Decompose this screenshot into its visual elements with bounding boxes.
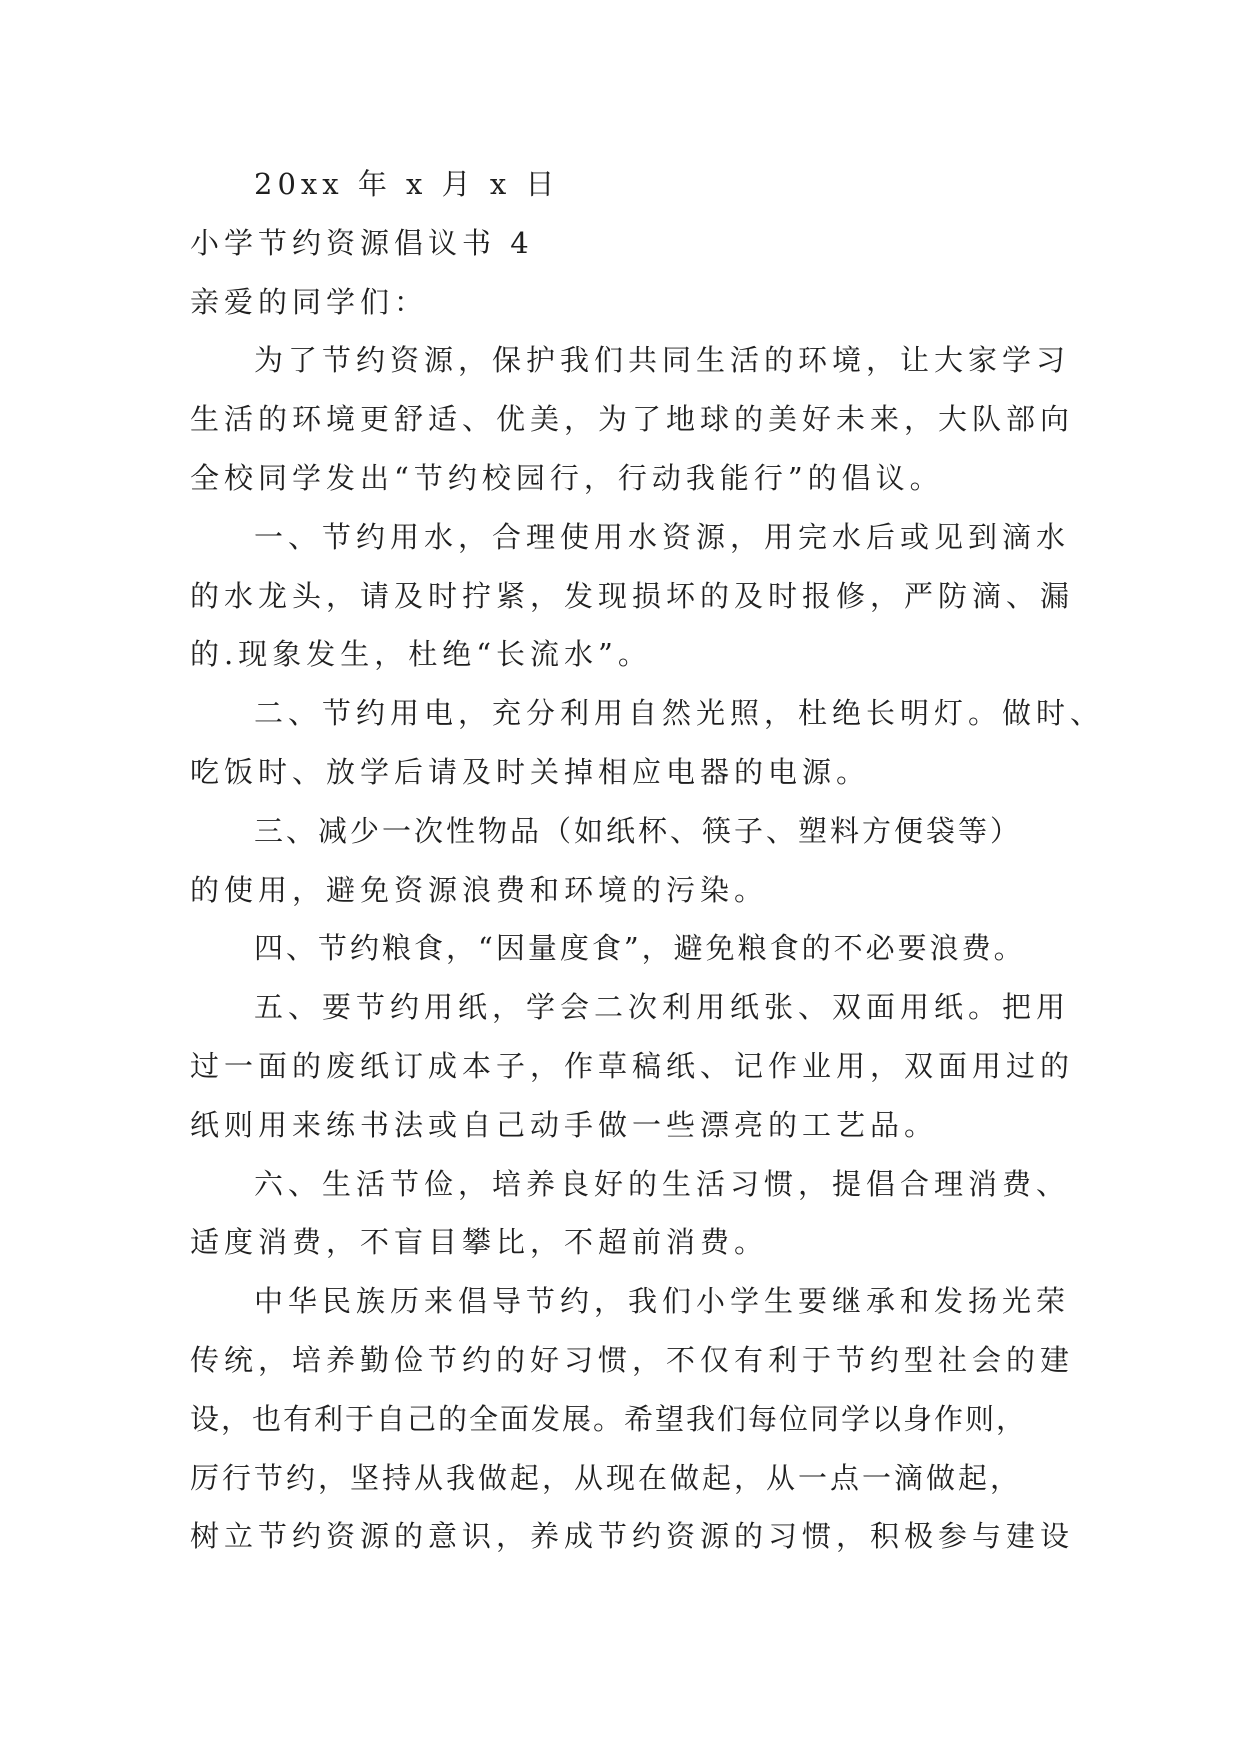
paragraph-line: 树立节约资源的意识，养成节约资源的习惯，积极参与建设: [190, 1519, 1075, 1554]
paragraph-line: 四、节约粮食，“因量度食”，避免粮食的不必要浪费。: [254, 931, 1026, 966]
paragraph-line: 的水龙头，请及时拧紧，发现损坏的及时报修，严防滴、漏: [190, 578, 1075, 613]
document-title: 小学节约资源倡议书 4: [190, 225, 534, 260]
paragraph-line: 厉行节约，坚持从我做起，从现在做起，从一点一滴做起，: [190, 1460, 1023, 1495]
paragraph-line: 二、节约用电，充分利用自然光照，杜绝长明灯。做时、: [254, 696, 1105, 731]
paragraph-line: 设，也有利于自己的全面发展。希望我们每位同学以身作则，: [190, 1401, 1028, 1436]
paragraph-line: 六、生活节俭，培养良好的生活习惯，提倡合理消费、: [254, 1166, 1071, 1201]
paragraph-line: 的使用，避免资源浪费和环境的污染。: [190, 872, 769, 907]
paragraph-line: 一、节约用水，合理使用水资源，用完水后或见到滴水: [254, 519, 1071, 554]
paragraph-line: 三、减少一次性物品（如纸杯、筷子、塑料方便袋等）: [254, 813, 1023, 848]
paragraph-line: 的.现象发生，杜绝“长流水”。: [190, 637, 652, 672]
paragraph-line: 纸则用来练书法或自己动手做一些漂亮的工艺品。: [190, 1107, 939, 1142]
document-body: [190, 155, 1105, 1566]
paragraph-line: 传统，培养勤俭节约的好习惯，不仅有利于节约型社会的建: [190, 1342, 1075, 1377]
paragraph-line: 五、要节约用纸，学会二次利用纸张、双面用纸。把用: [254, 990, 1071, 1025]
salutation: 亲爱的同学们：: [190, 284, 429, 319]
paragraph-line: 适度消费，不盲目攀比，不超前消费。: [190, 1225, 769, 1260]
paragraph-line: 全校同学发出“节约校园行，行动我能行”的倡议。: [190, 460, 944, 495]
document-date: 20xx 年 x 月 x 日: [254, 167, 560, 201]
paragraph-line: 过一面的废纸订成本子，作草稿纸、记作业用，双面用过的: [190, 1048, 1075, 1083]
paragraph-line: 为了节约资源，保护我们共同生活的环境，让大家学习: [254, 343, 1071, 378]
paragraph-line: 中华民族历来倡导节约，我们小学生要继承和发扬光荣: [254, 1284, 1071, 1319]
paragraph-line: 吃饭时、放学后请及时关掉相应电器的电源。: [190, 754, 871, 789]
paragraph-line: 生活的环境更舒适、优美，为了地球的美好未来，大队部向: [190, 402, 1075, 437]
